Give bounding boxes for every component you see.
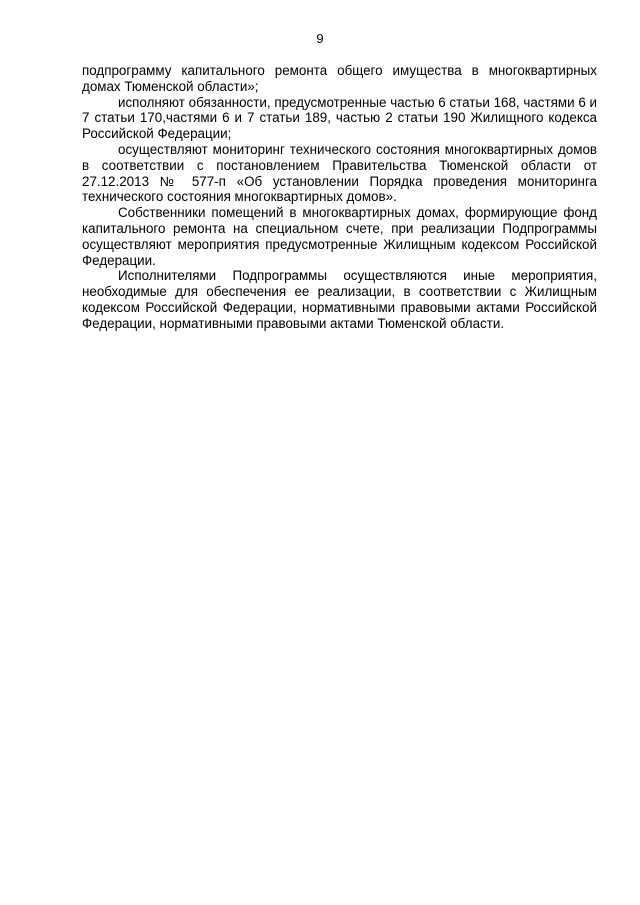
- page-number: 9: [316, 31, 324, 46]
- paragraph-executors: Исполнителями Подпрограммы осуществляются иные мероприятия, необходимые для обеспечения ее реализации, в соответствии с Жилищным кодексом Российской Федерации, нормативными правовыми актами Российской Федерации, нормативными правовыми актами Тюменской области.: [82, 268, 597, 331]
- paragraph-continuation: подпрограмму капитального ремонта общего имущества в многоквартирных домах Тюменской области»;: [82, 63, 597, 94]
- paragraph-obligations: исполняют обязанности, предусмотренные частью 6 статьи 168, частями 6 и 7 статьи 170,частями 6 и 7 статьи 189, частью 2 статьи 190 Жилищного кодекса Российской Федерации;: [82, 94, 597, 142]
- paragraph-owners: Собственники помещений в многоквартирных домах, формирующие фонд капитального ремонта на специальном счете, при реализации Подпрограммы осуществляют мероприятия предусмотренные Жилищным кодексом Российской Федерации.: [82, 205, 597, 268]
- document-body: [82, 63, 597, 332]
- paragraph-monitoring: осуществляют мониторинг технического состояния многоквартирных домов в соответствии с постановлением Правительства Тюменской области от 27.12.2013 № 577-п «Об установлении Порядка проведения мониторинга технического состояния многоквартирных домов».: [82, 141, 597, 205]
